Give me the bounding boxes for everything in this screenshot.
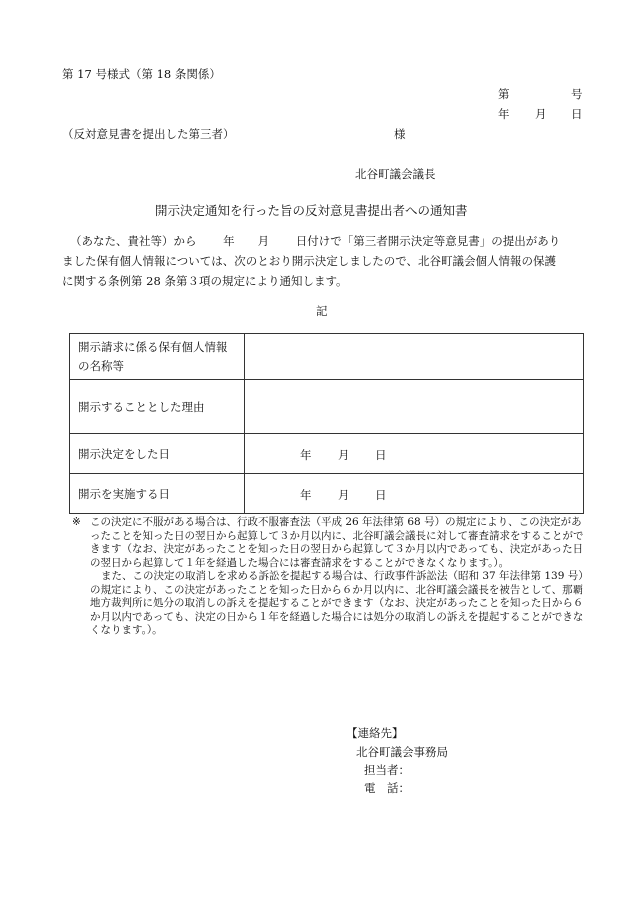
table-label-info-name-line1: 開示請求に係る保有個人情報 <box>78 339 228 354</box>
contact-heading: 【連絡先】 <box>346 726 404 740</box>
doc-date-month: 月 <box>535 107 547 121</box>
sender-name: 北谷町議会議長 <box>355 167 436 181</box>
document-title: 開示決定通知を行った旨の反対意見書提出者への通知書 <box>155 203 468 218</box>
table-label-decision-date: 開示決定をした日 <box>70 434 245 474</box>
table-value-info-name <box>245 334 584 380</box>
recipient-honorific: 様 <box>394 127 406 141</box>
table-label-info-name <box>70 334 245 380</box>
table-row-implementation-date <box>70 474 584 514</box>
table-value-decision-date <box>245 434 584 474</box>
contact-phone-label: 電 話： <box>364 781 410 795</box>
note-paragraph-2: また、この決定の取消しを求める訴訟を提起する場合は、行政事件訴訟法（昭和 37 年法律第 139 号）の規定により、この決定があったことを知った日から６か月以内に、北谷町議会議長を被告として、那覇地方裁判所に処分の取消しの訴えを提起することができます（なお、決定があったことを知った日から６か月以内であっても、決定の日から１年を経過した場合には処分の取消しの訴えを提起することができなくなります。）。 <box>90 570 584 636</box>
body-line-3: に関する条例第 28 条第３項の規定により通知します。 <box>62 274 348 288</box>
contact-person-label: 担当者： <box>364 763 410 777</box>
note-paragraph-1: この決定に不服がある場合は、行政不服審査法（平成 26 年法律第 68 号）の規定により、この決定があったことを知った日の翌日から起算して３か月以内に、北谷町議会議長に対して審査請求をすることができます（なお、決定があったことを知った日の翌日から起算して３か月以内であっても、決定があった日の翌日から起算して１年を経過した場合には審査請求をすることができなくなります。）。 <box>90 516 584 569</box>
doc-date-year: 年 <box>498 107 510 121</box>
note-mark: ※ <box>72 516 81 528</box>
implementation-date-month: 月 <box>338 488 350 502</box>
decision-date-year: 年 <box>300 448 312 462</box>
recipient-label: （反対意見書を提出した第三者） <box>62 127 235 141</box>
doc-number-suffix: 号 <box>571 87 583 101</box>
table-label-implementation-date: 開示を実施する日 <box>70 474 245 514</box>
form-number: 第 17 号様式（第 18 条関係） <box>62 67 221 81</box>
notes-section <box>62 516 586 638</box>
contact-office: 北谷町議会事務局 <box>356 745 448 759</box>
doc-date-day: 日 <box>571 107 583 121</box>
implementation-date-day: 日 <box>375 488 387 502</box>
table-row-reason <box>70 380 584 434</box>
body-line-1: （あなた、貴社等）から 年 月 日付けで「第三者開示決定等意見書」の提出があり <box>70 234 561 248</box>
decision-date-day: 日 <box>375 448 387 462</box>
disclosure-table <box>69 333 584 514</box>
table-label-reason: 開示することとした理由 <box>70 380 245 434</box>
table-value-implementation-date <box>245 474 584 514</box>
table-row-info-name <box>70 334 584 380</box>
table-row-decision-date <box>70 434 584 474</box>
implementation-date-year: 年 <box>300 488 312 502</box>
body-line-2: ました保有個人情報については、次のとおり開示決定しましたので、北谷町議会個人情報の保護 <box>62 254 557 268</box>
ki-heading: 記 <box>316 304 328 318</box>
decision-date-month: 月 <box>338 448 350 462</box>
doc-number-prefix: 第 <box>498 87 510 101</box>
table-label-info-name-line2: の名称等 <box>78 358 124 373</box>
table-value-reason <box>245 380 584 434</box>
